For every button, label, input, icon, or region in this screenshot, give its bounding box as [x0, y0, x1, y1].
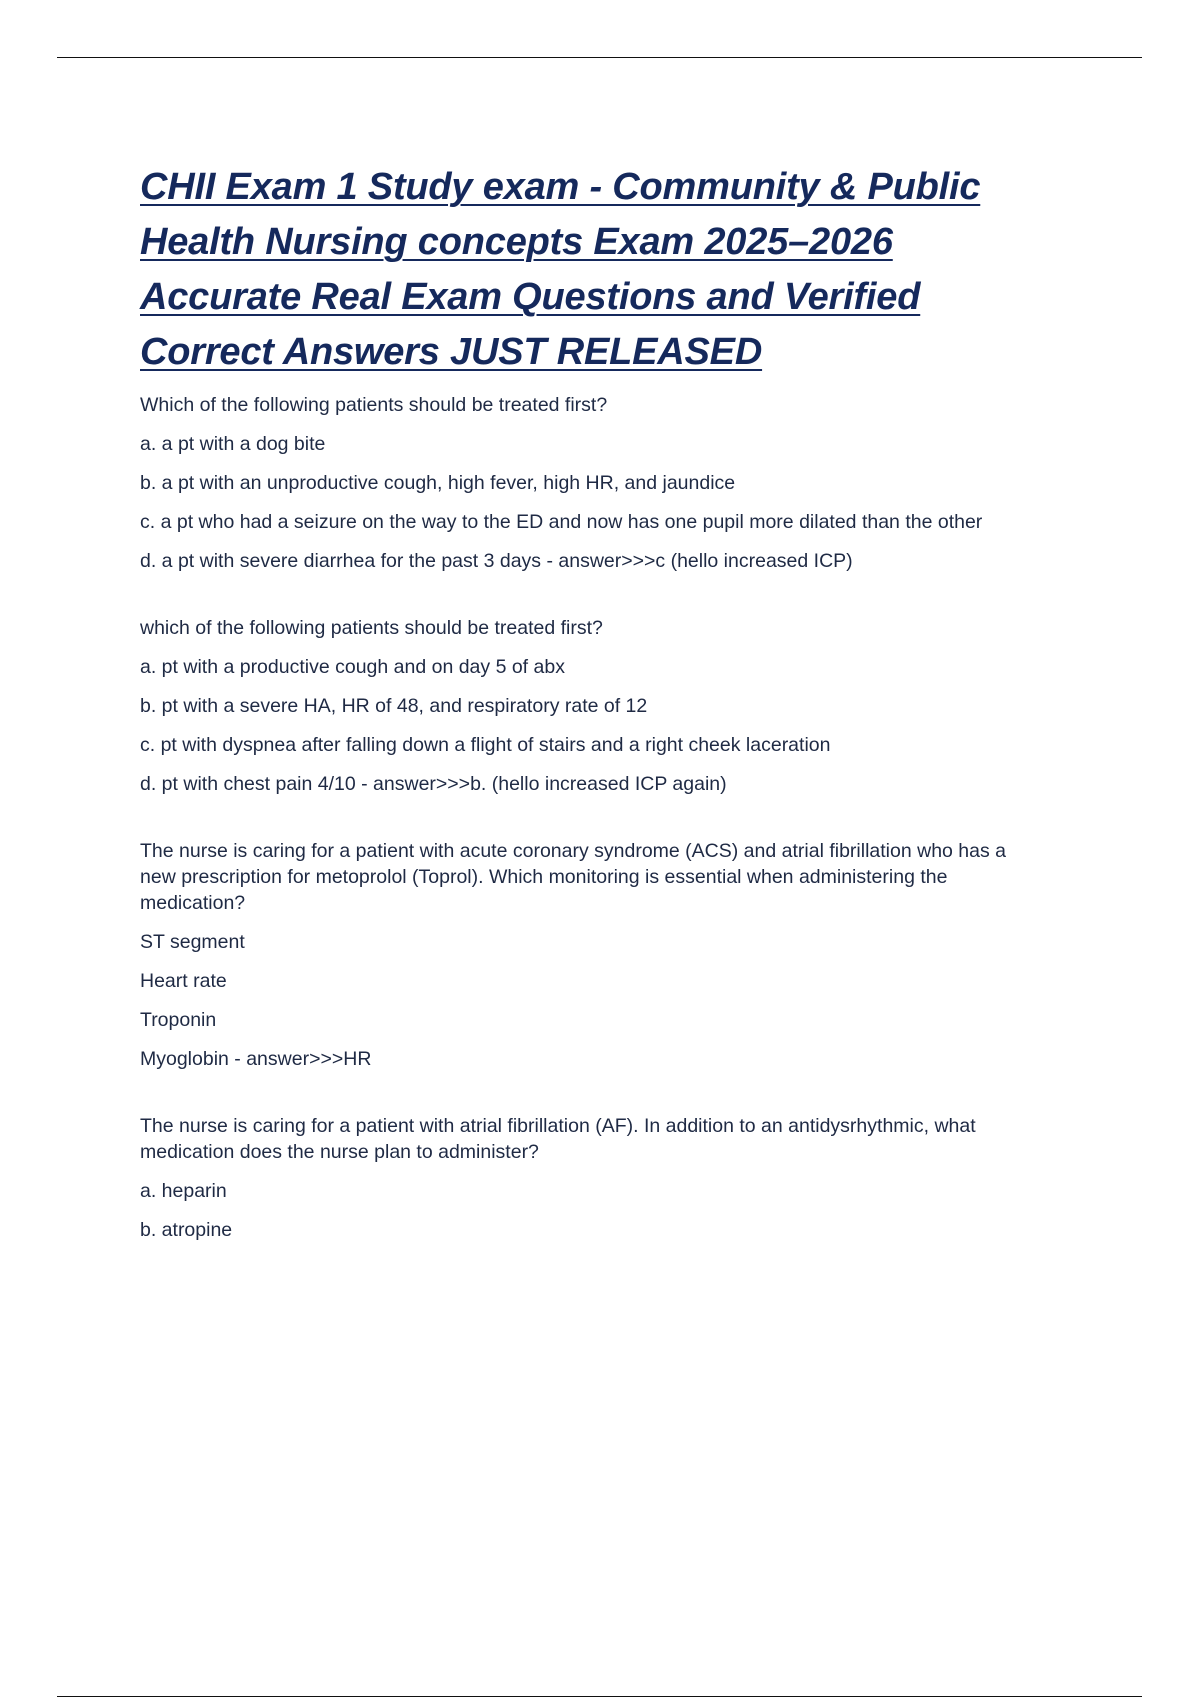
answer-option: Myoglobin - answer>>>HR	[140, 1048, 372, 1070]
bottom-rule	[57, 1696, 1142, 1697]
document-title: CHII Exam 1 Study exam - Community & Public Health Nursing concepts Exam 2025–2026 Accurate Real Exam Questions and Verified Correct Answers JUST RELEASED	[140, 166, 981, 373]
answer-option: a. pt with a productive cough and on day 5 of abx	[140, 656, 565, 678]
answer-option: a. a pt with a dog bite	[140, 433, 326, 455]
question-text: which of the following patients should be treated first?	[140, 617, 603, 639]
document-body	[140, 160, 1040, 1284]
question-1	[140, 392, 1040, 574]
answer-option: ST segment	[140, 931, 245, 953]
answer-option: a. heparin	[140, 1180, 227, 1202]
answer-option: b. atropine	[140, 1219, 233, 1241]
answer-option: b. a pt with an unproductive cough, high fever, high HR, and jaundice	[140, 472, 736, 494]
answer-option: Heart rate	[140, 970, 227, 992]
question-2	[140, 615, 1040, 797]
question-3	[140, 838, 1040, 1072]
question-text: The nurse is caring for a patient with acute coronary syndrome (ACS) and atrial fibrillation who has a new prescription for metoprolol (Toprol). Which monitoring is essential when administering the medication?	[140, 840, 1006, 914]
question-text: The nurse is caring for a patient with atrial fibrillation (AF). In addition to an antidysrhythmic, what medication does the nurse plan to administer?	[140, 1115, 976, 1163]
answer-option: b. pt with a severe HA, HR of 48, and respiratory rate of 12	[140, 695, 648, 717]
question-4	[140, 1113, 1040, 1243]
answer-option: c. a pt who had a seizure on the way to the ED and now has one pupil more dilated than the other	[140, 511, 983, 533]
question-text: Which of the following patients should be treated first?	[140, 394, 608, 416]
answer-option: c. pt with dyspnea after falling down a flight of stairs and a right cheek laceration	[140, 734, 831, 756]
answer-option: Troponin	[140, 1009, 217, 1031]
top-rule	[57, 57, 1142, 58]
answer-option: d. a pt with severe diarrhea for the past 3 days - answer>>>c (hello increased ICP)	[140, 550, 853, 572]
answer-option: d. pt with chest pain 4/10 - answer>>>b. (hello increased ICP again)	[140, 773, 727, 795]
